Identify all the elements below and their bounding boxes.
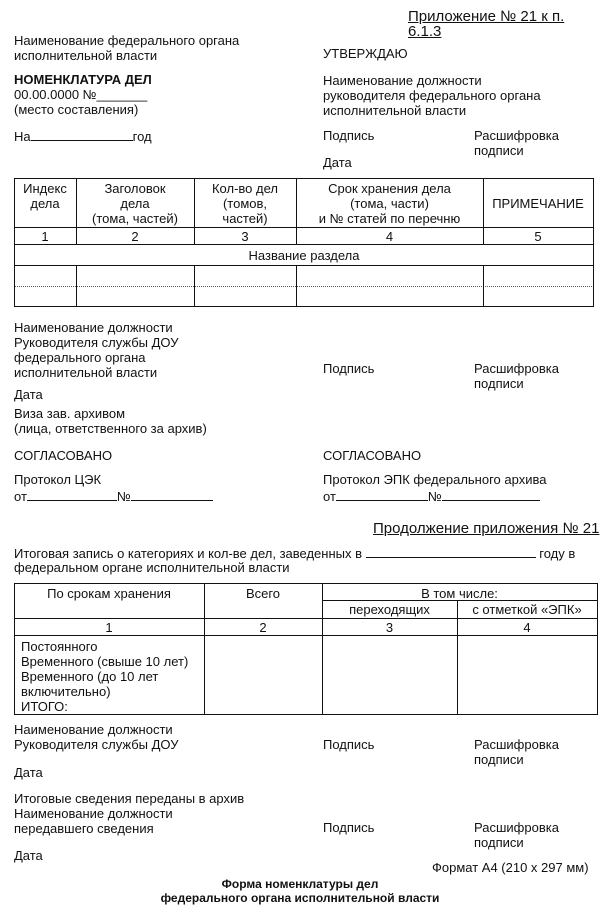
- col-header-index: Индекс дела: [23, 181, 67, 211]
- doy-signature-label: Подпись: [323, 361, 375, 376]
- terms-rows: Постоянного Временного (свыше 10 лет) Временного (до 10 лет включительно) ИТОГО:: [21, 639, 189, 714]
- summary-year-field: [366, 545, 536, 558]
- col2-number-3: 3: [385, 620, 394, 635]
- summary-line-1: Итоговая запись о категориях и кол-ве дел, заведенных в году в: [14, 546, 576, 561]
- col-header-title: Заголовок дела (тома, частей): [92, 181, 178, 226]
- head-position-label: Наименование должности руководителя федерального органа исполнительной власти: [323, 73, 541, 118]
- appendix-title: Приложение № 21 к п. 6.1.3: [408, 8, 565, 40]
- archive-visa-label: Виза зав. архивом (лица, ответственного за архив): [14, 406, 207, 436]
- footer-signature-2: Подпись: [323, 820, 375, 835]
- signature-label: Подпись: [323, 128, 375, 143]
- footer-decoding-2: Расшифровка подписи: [474, 820, 559, 850]
- year-line: [14, 128, 152, 144]
- col-transit: переходящих: [349, 602, 430, 617]
- date-label: Дата: [323, 155, 352, 170]
- protocol-right-line: от №: [323, 488, 540, 504]
- col-number-5: 5: [534, 229, 542, 244]
- agreed-right: СОГЛАСОВАНО: [323, 448, 422, 463]
- protocol-left-date-field: [27, 488, 117, 501]
- footer-doy-head: Наименование должности Руководителя службы ДОУ: [14, 722, 179, 752]
- decoding-label: Расшифровка подписи: [474, 128, 559, 158]
- col-number-3: 3: [241, 229, 249, 244]
- approve-label: УТВЕРЖДАЮ: [323, 46, 408, 61]
- col2-number-2: 2: [259, 620, 267, 635]
- year-suffix: год: [132, 129, 152, 144]
- col-number-4: 4: [385, 229, 394, 244]
- col-header-term: Срок хранения дела (тома, части) и № статей по перечню: [318, 181, 461, 226]
- col-header-count: Кол-во дел (томов, частей): [211, 181, 278, 226]
- col-including: В том числе:: [421, 586, 498, 601]
- summary-line-2: федеральном органе исполнительной власти: [14, 560, 290, 575]
- col-epk: с отметкой «ЭПК»: [472, 602, 582, 617]
- protocol-left-number-field: [131, 488, 213, 501]
- col-header-note: ПРИМЕЧАНИЕ: [492, 196, 584, 211]
- footer-signature: Подпись: [323, 737, 375, 752]
- doy-date-label: Дата: [14, 387, 43, 402]
- format-label: Формат А4 (210 х 297 мм): [432, 860, 589, 875]
- col-number-2: 2: [131, 229, 139, 244]
- transferred-label: Итоговые сведения переданы в архив Наименование должности передавшего сведения: [14, 791, 245, 836]
- col-terms: По срокам хранения: [47, 586, 171, 601]
- year-field: [31, 128, 133, 141]
- protocol-left-line: от №: [14, 488, 213, 504]
- section-name: Название раздела: [248, 248, 360, 263]
- org-name-label: Наименование федерального органа исполнительной власти: [14, 33, 240, 63]
- col-total: Всего: [245, 586, 281, 601]
- protocol-right-date-field: [336, 488, 428, 501]
- doy-decoding-label: Расшифровка подписи: [474, 361, 559, 391]
- footer-decoding: Расшифровка подписи: [474, 737, 559, 767]
- form-caption: Форма номенклатуры дел федерального органа исполнительной власти: [160, 877, 440, 905]
- nomenclature-title: НОМЕНКЛАТУРА ДЕЛ: [14, 72, 152, 87]
- year-prefix: На: [14, 129, 31, 144]
- agreed-left: СОГЛАСОВАНО: [14, 448, 113, 463]
- footer-date-2: Дата: [14, 848, 43, 863]
- protocol-left-label: Протокол ЦЭК: [14, 472, 102, 487]
- place-label: (место составления): [14, 102, 139, 117]
- continuation-title: Продолжение приложения № 21: [373, 520, 600, 537]
- col-number-1: 1: [41, 229, 49, 244]
- doy-head-label: Наименование должности Руководителя службы ДОУ федерального органа исполнительной власти: [14, 320, 179, 380]
- footer-date: Дата: [14, 765, 43, 780]
- col2-number-1: 1: [105, 620, 113, 635]
- protocol-right-number-field: [442, 488, 540, 501]
- nomenclature-number: 00.00.0000 №_______: [14, 87, 148, 102]
- protocol-right-label: Протокол ЭПК федерального архива: [323, 472, 547, 487]
- col2-number-4: 4: [523, 620, 531, 635]
